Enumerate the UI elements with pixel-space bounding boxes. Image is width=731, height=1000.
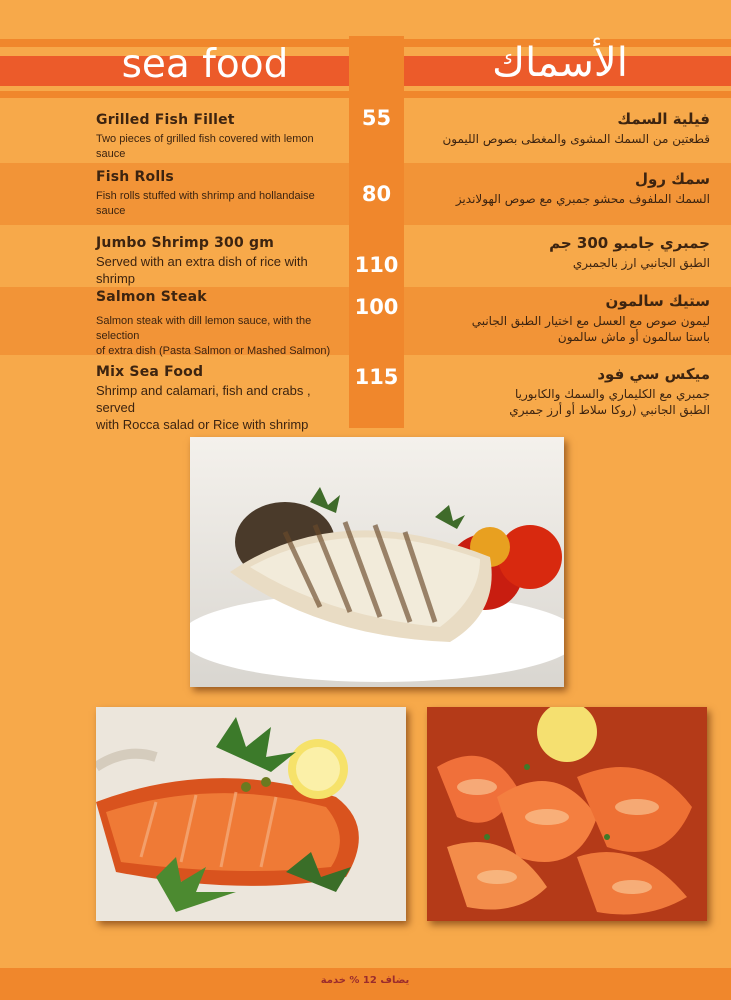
item-description-ar: [410, 386, 710, 418]
item-description-line: Shrimp and calamari, fish and crabs , served: [96, 383, 311, 415]
item-name: Mix Sea Food: [96, 364, 204, 380]
shrimp-image: [427, 707, 707, 921]
item-name-ar: ستيك سالمون: [605, 292, 710, 310]
item-description-line: with Rocca salad or Rice with shrimp: [96, 417, 309, 432]
item-name-ar: سمك رول: [635, 170, 710, 188]
item-price: 110: [354, 253, 399, 277]
item-description: [96, 314, 346, 359]
item-price: 100: [354, 295, 399, 319]
item-name-ar: ميكس سي فود: [597, 365, 710, 383]
grilled-fish-image: [190, 437, 564, 687]
photo-grilled-fish: [190, 437, 564, 687]
item-description-line: ليمون صوص مع العسل مع اختيار الطبق الجانبي: [471, 314, 710, 328]
item-description-line: Salmon steak with dill lemon sauce, with the selection: [96, 315, 312, 342]
item-description: [96, 382, 346, 433]
item-description-line: باستا سالمون أو ماش سالمون: [557, 330, 710, 344]
photo-shrimp: [427, 707, 707, 921]
item-name-ar: فيلية السمك: [617, 110, 710, 128]
salmon-image: [96, 707, 406, 921]
service-charge-note: يضاف 12 % خدمة: [320, 975, 410, 986]
item-description-ar: السمك الملفوف محشو جمبري مع صوص الهولانديز: [455, 192, 710, 206]
item-description-line: جمبري مع الكليماري والسمك والكابوريا: [515, 387, 710, 401]
menu-item-ar: [410, 365, 710, 418]
item-price: 115: [354, 365, 399, 389]
item-description: Served with an extra dish of rice with shrimp: [96, 254, 308, 286]
item-description-ar: [410, 313, 710, 345]
item-description: Fish rolls stuffed with shrimp and hollandaise sauce: [96, 190, 315, 217]
item-name: Salmon Steak: [96, 289, 207, 305]
item-description-ar: قطعتين من السمك المشوى والمغطى بصوص الليمون: [442, 132, 710, 146]
page-title-en: sea food: [121, 42, 289, 87]
menu-item-ar: [410, 292, 710, 345]
item-name: Jumbo Shrimp 300 gm: [96, 235, 275, 251]
photo-salmon: [96, 707, 406, 921]
menu-item-en: [96, 235, 346, 287]
menu-item-en: [96, 112, 346, 162]
menu-item-ar: [410, 170, 710, 207]
item-name: Grilled Fish Fillet: [96, 112, 235, 128]
item-price: 80: [361, 182, 392, 206]
item-description-ar: الطبق الجانبي ارز بالجمبري: [572, 256, 710, 270]
item-description: Two pieces of grilled fish covered with lemon sauce: [96, 133, 314, 160]
page-title-ar: الأسماك: [492, 40, 628, 86]
menu-item-en: [96, 169, 346, 219]
menu-item-ar: [410, 234, 710, 271]
menu-item-ar: [410, 110, 710, 147]
menu-item-en: [96, 364, 346, 433]
menu-item-en: [96, 289, 346, 359]
item-description-line: of extra dish (Pasta Salmon or Mashed Salmon): [96, 345, 331, 357]
item-name-ar: جمبري جامبو 300 جم: [549, 234, 710, 252]
item-price: 55: [361, 106, 392, 130]
item-name: Fish Rolls: [96, 169, 174, 185]
item-description-line: الطبق الجانبي (روكا سلاط أو أرز جمبري: [509, 403, 710, 417]
